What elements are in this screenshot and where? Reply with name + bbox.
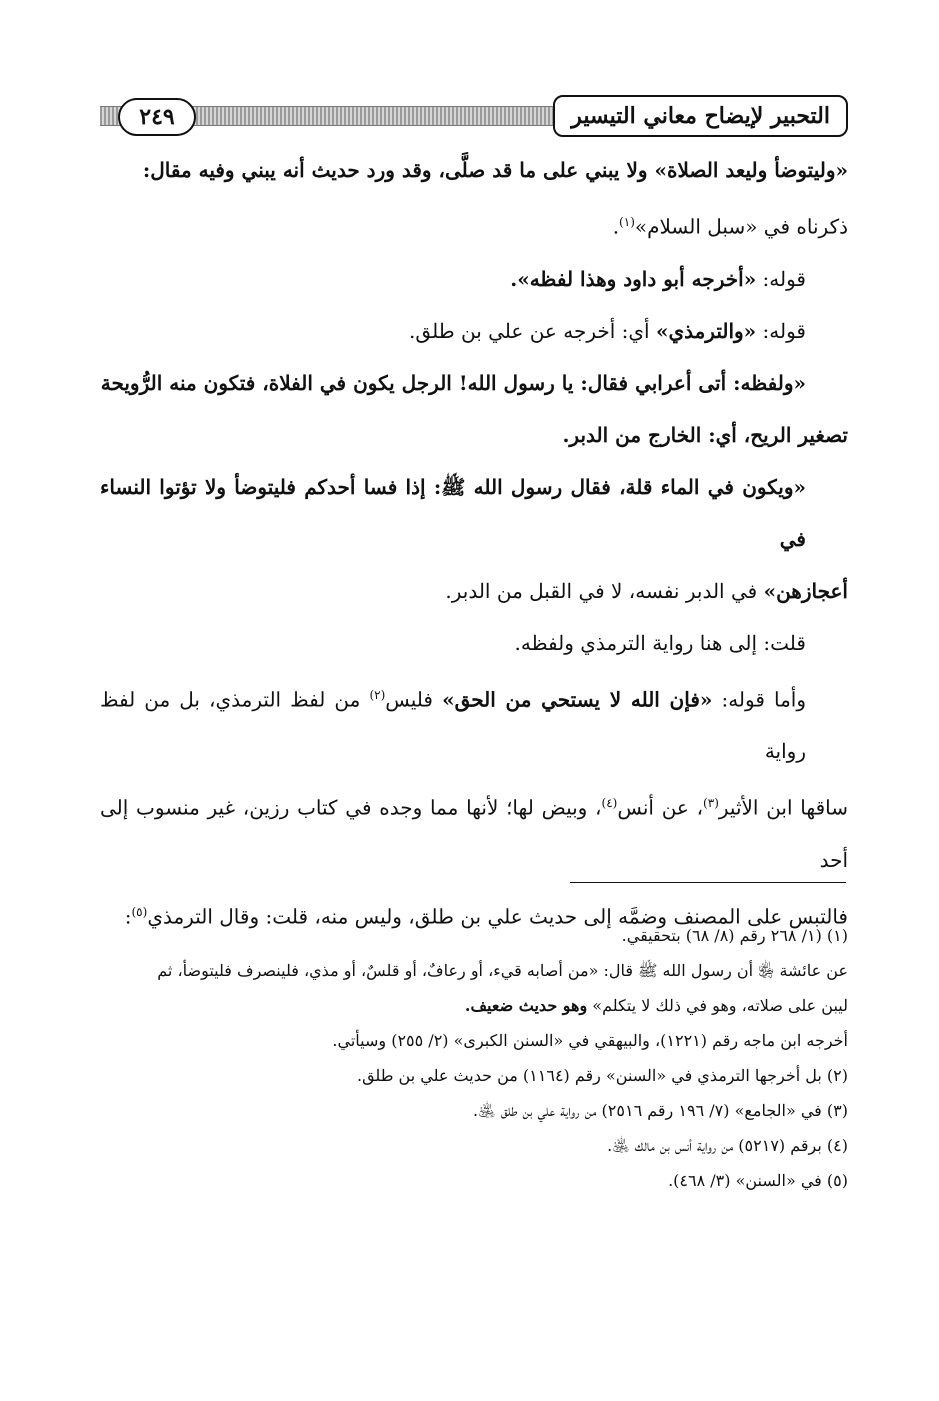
p10-mid: فليس (385, 687, 443, 712)
footnote-5: (٥) في «السنن» (٣/ ٤٦٨). (668, 1171, 848, 1190)
p10-quote: «فإن الله لا يستحي من الحق» (442, 687, 713, 712)
footnote-separator (570, 882, 846, 883)
book-title: التحبير لإيضاح معاني التيسير (553, 95, 848, 137)
footnote-1: (١) (١/ ٢٦٨ رقم (٨/ ٦٨) بتحقيقي. (621, 926, 848, 945)
p4-suffix: أي: أخرجه عن علي بن طلق. (409, 318, 656, 343)
main-text (100, 144, 848, 943)
p8-suffix: في الدبر نفسه، لا في القبل من الدبر. (445, 578, 764, 603)
paragraph-5: «ولفظه: أتى أعرابي فقال: يا رسول الله! الرجل يكون في الفلاة، فتكون منه الرُّويحة (100, 370, 806, 395)
p11-a: ساقها ابن الأثير (718, 795, 849, 820)
paragraph-6 (100, 409, 848, 461)
f1c-bold: وهو حديث ضعيف. (464, 996, 588, 1015)
page-header (100, 93, 848, 141)
p6-bold: تصغير الريح، (743, 422, 848, 447)
footnote-ref-3: (٣) (703, 796, 719, 811)
f1c-text: ليبن على صلاته، وهو في ذلك لا يتكلم» (587, 996, 848, 1015)
paragraph-1 (100, 144, 848, 196)
paragraph-3 (100, 253, 848, 305)
p11-b: ، عن أنس (617, 795, 704, 820)
p12-text: فالتبس على المصنف وضمَّه إلى حديث علي بن طلق، وليس منه، قلت: وقال الترمذي (147, 904, 848, 929)
paragraph-11 (100, 777, 848, 886)
footnote-ref-4: (٤) (601, 796, 618, 811)
p6-suffix: أي: الخارج من الدبر. (562, 422, 744, 447)
footnote-ref-5: (٥) (131, 904, 148, 919)
p4-prefix: قوله: (756, 318, 806, 343)
p8-bold: أعجازهن» (763, 578, 848, 603)
footnote-4: (٤) برقم (٥٢١٧) من رواية أنس بن مالك ﵁. (607, 1136, 848, 1155)
footnote-3: (٣) في «الجامع» (٧/ ١٩٦ رقم ٢٥١٦) من رواية علي بن طلق ﵁. (472, 1101, 848, 1120)
p10-prefix: وأما قوله: (712, 687, 806, 712)
footnotes (100, 918, 848, 1198)
paragraph-4 (100, 305, 848, 357)
paragraph-7: «ويكون في الماء قلة، فقال رسول الله ﷺ: إذا فسا أحدكم فليتوضأ ولا تؤتوا النساء في (100, 474, 806, 551)
p2-text: ذكرناه في «سبل السلام» (634, 214, 848, 239)
footnote-1-line3 (100, 988, 848, 1023)
paragraph-2: ذكرناه في «سبل السلام»$^{(١)}$. (612, 214, 848, 239)
p4-quote: «والترمذي» (655, 318, 757, 343)
p10-suffix: من لفظ الترمذي، بل من لفظ رواية (100, 687, 806, 764)
footnote-1-line4: أخرجه ابن ماجه رقم (١٢٢١)، والبيهقي في «السنن الكبرى» (٢/ ٢٥٥) وسيأتي. (332, 1031, 848, 1050)
footnote-1-continued: عن عائشة ﵂ أن رسول الله ﷺ قال: «من أصابه قيء، أو رعافٌ، أو قلسٌ، أو مذي، فلينصرف فليتوضأ، ثم (157, 961, 848, 980)
page-number: ٢٤٩ (118, 98, 196, 136)
p12-end: : (124, 904, 132, 929)
p3-quote: «أخرجه أبو داود وهذا لفظه». (510, 266, 757, 291)
p11-c: ، وبيض لها؛ لأنها مما وجده في كتاب رزين، غير منسوب إلى أحد (100, 795, 848, 872)
footnote-ref-2: (٢) (369, 687, 386, 702)
paragraph-10 (100, 669, 848, 778)
footnote-2: (٢) بل أخرجها الترمذي في «السنن» رقم (١١٦٤) من حديث علي بن طلق. (357, 1066, 848, 1085)
paragraph-9: قلت: إلى هنا رواية الترمذي ولفظه. (514, 630, 806, 655)
p1-text: «وليتوضأ وليعد الصلاة» ولا يبني على ما قد صلَّى، وقد ورد حديث أنه يبني وفيه مقال: (142, 158, 848, 182)
footnote-ref-1: (١) (619, 215, 635, 229)
p3-prefix: قوله: (756, 266, 806, 291)
paragraph-8 (100, 565, 848, 617)
